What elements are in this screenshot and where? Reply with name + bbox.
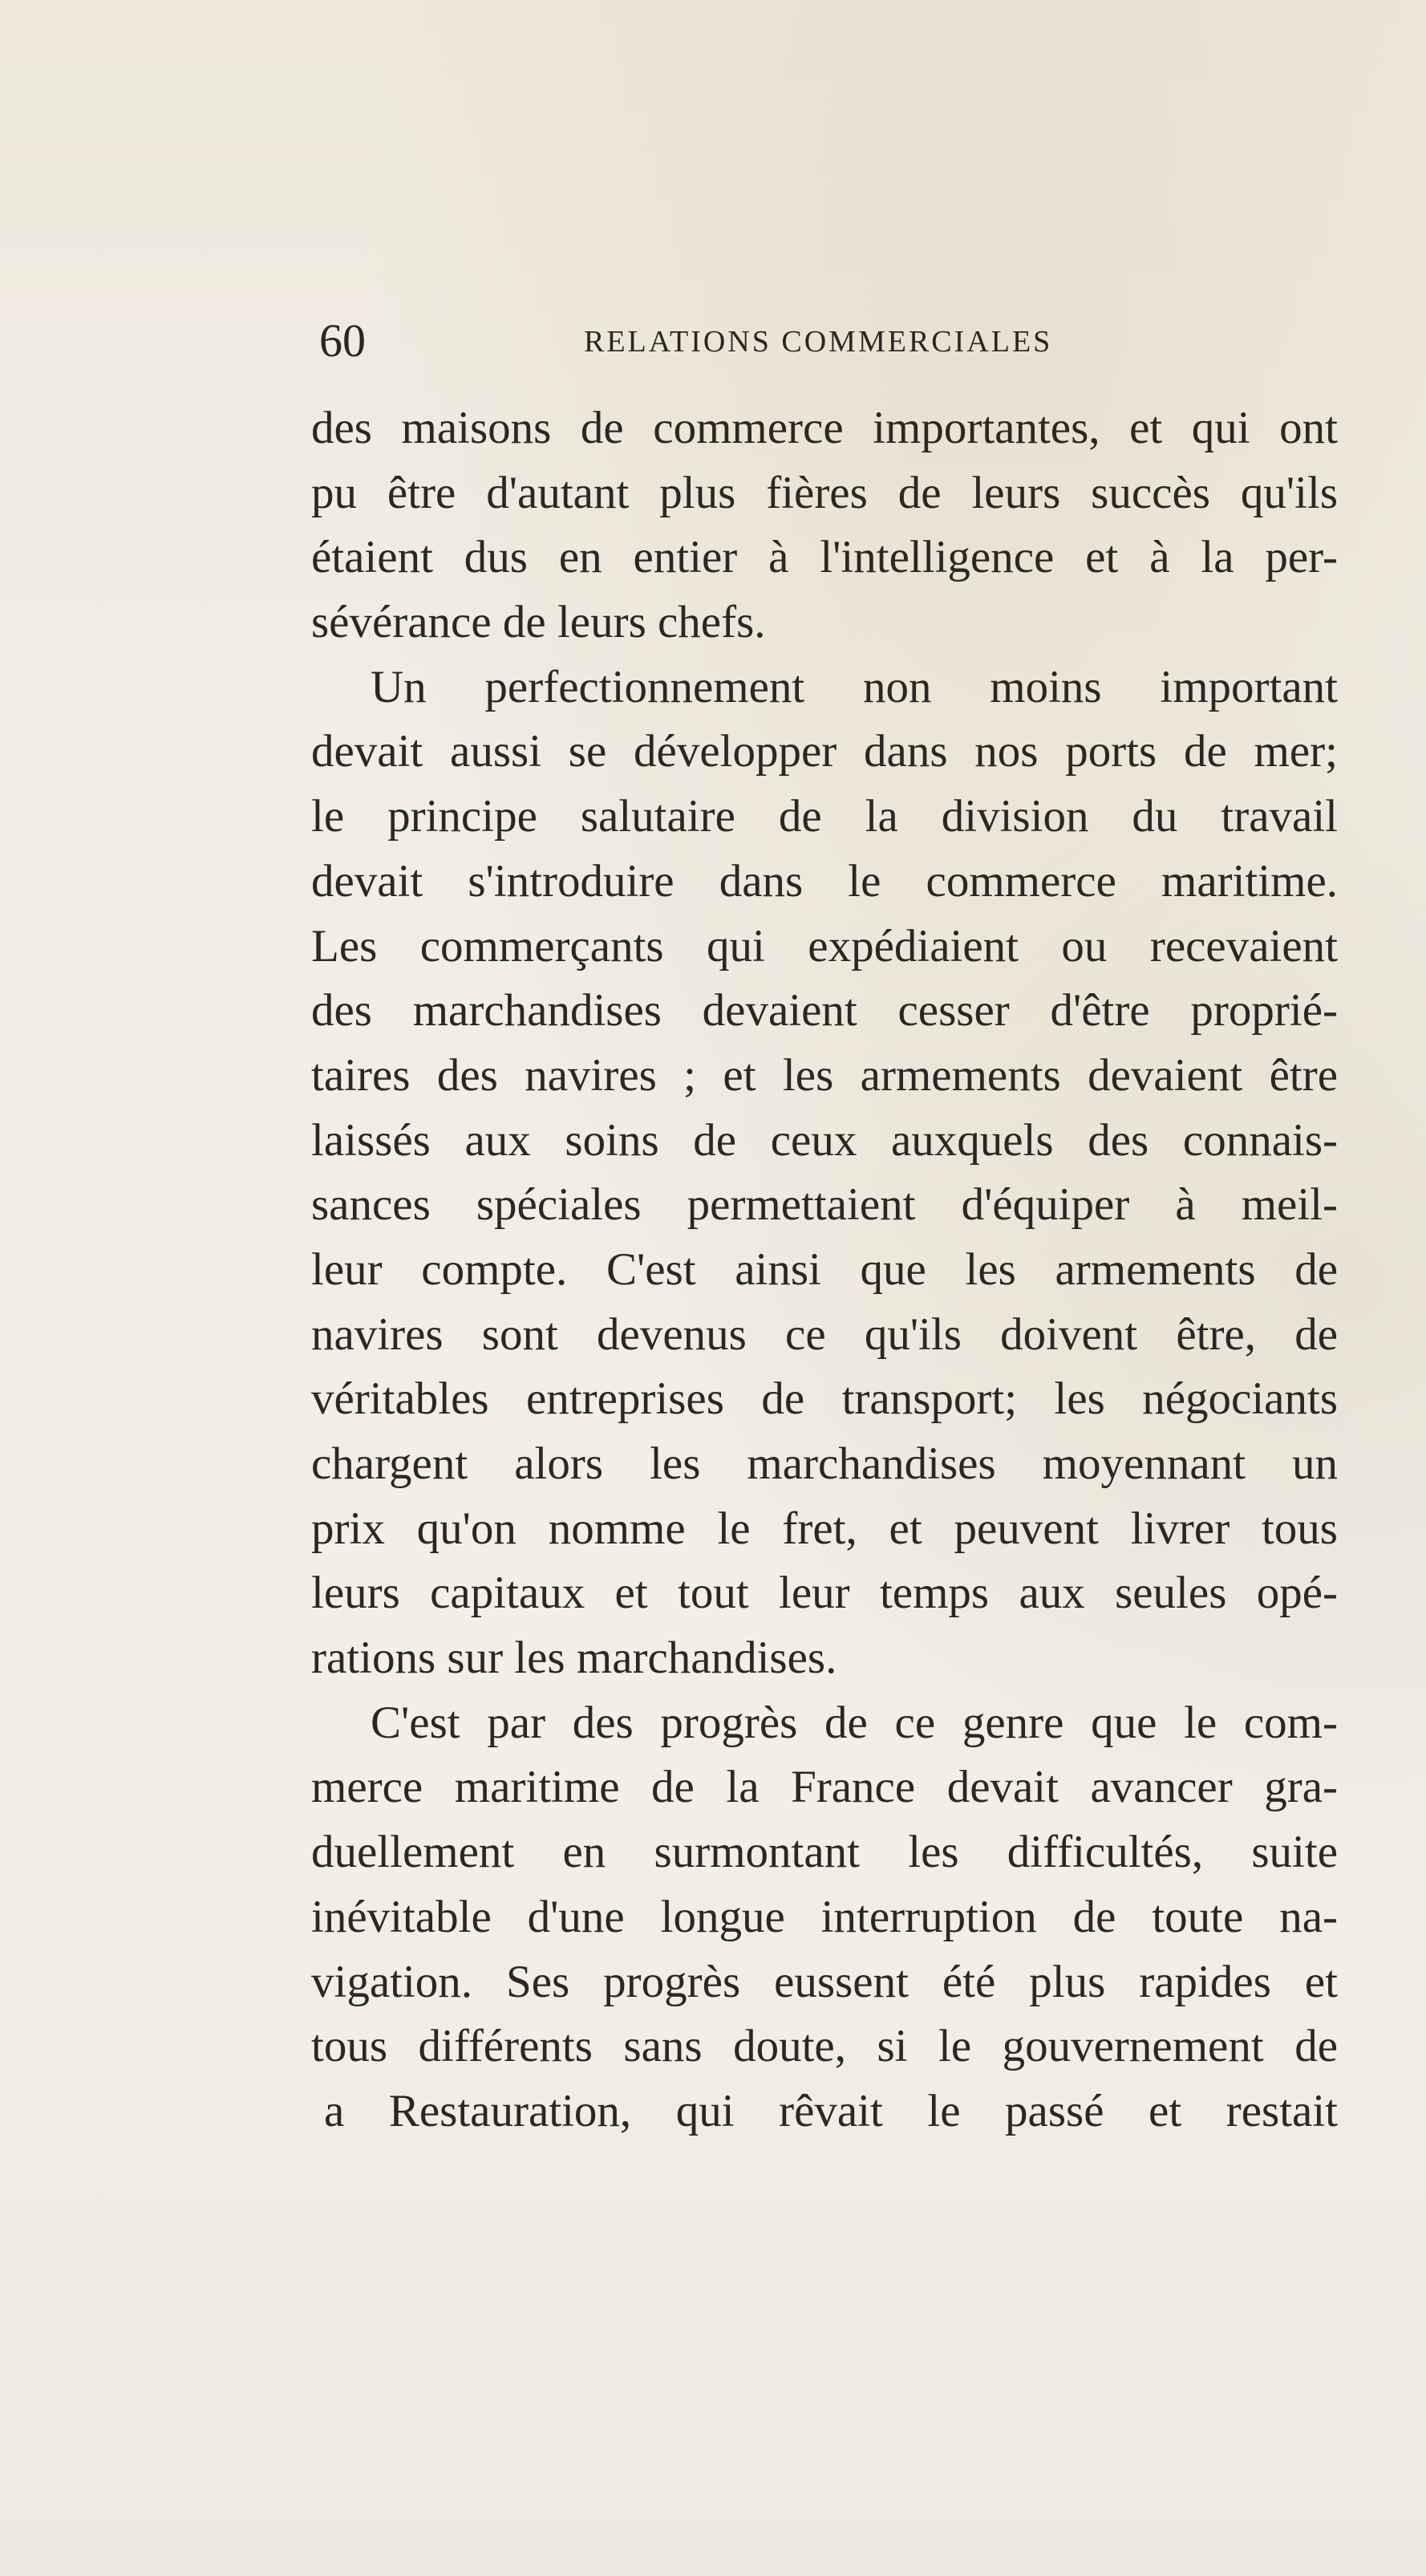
text-line: chargent alors les marchandises moyennant un — [311, 1438, 1338, 1489]
text-line: vigation. Ses progrès eussent été plus rapides et — [311, 1956, 1338, 2007]
text-line: Les commerçants qui expédiaient ou recevaient — [311, 920, 1338, 972]
text-line: leurs capitaux et tout leur temps aux seules opé- — [311, 1568, 1338, 1619]
text-line: sévérance de leurs chefs. — [311, 597, 766, 648]
text-line: Un perfectionnement non moins important — [371, 661, 1338, 712]
text-line: duellement en surmontant les difficultés, suite — [311, 1827, 1338, 1878]
text-line: C'est par des progrès de ce genre que le com- — [371, 1697, 1338, 1748]
text-line: laissés aux soins de ceux auxquels des connais- — [311, 1114, 1338, 1166]
text-line: des maisons de commerce importantes, et qui ont — [311, 403, 1338, 453]
page-header — [0, 313, 1426, 369]
text-line: véritables entreprises de transport; les négociants — [311, 1373, 1338, 1425]
body-text — [311, 396, 1338, 2144]
text-line: navires sont devenus ce qu'ils doivent être, de — [311, 1308, 1338, 1360]
text-line: rations sur les marchandises. — [311, 1633, 837, 1684]
text-line: leur compte. C'est ainsi que les armements de — [311, 1243, 1338, 1295]
running-head: RELATIONS COMMERCIALES — [584, 325, 1053, 359]
text-line: pu être d'autant plus fières de leurs succès qu'ils — [311, 467, 1338, 518]
text-line: a Restauration, qui rêvait le passé et restait — [324, 2085, 1338, 2136]
text-line: le principe salutaire de la division du travail — [311, 791, 1338, 842]
text-line: taires des navires ; et les armements devaient être — [311, 1049, 1338, 1101]
text-line: des marchandises devaient cesser d'être proprié- — [311, 985, 1338, 1036]
text-line: sances spéciales permettaient d'équiper à meil- — [311, 1179, 1338, 1231]
text-line: étaient dus en entier à l'intelligence et à la per- — [311, 532, 1338, 583]
text-line: devait aussi se développer dans nos ports de mer; — [311, 726, 1338, 777]
text-line: inévitable d'une longue interruption de toute na- — [311, 1891, 1338, 1942]
text-line: merce maritime de la France devait avancer gra- — [311, 1762, 1338, 1813]
text-line: prix qu'on nomme le fret, et peuvent livrer tous — [311, 1503, 1338, 1554]
page-number: 60 — [319, 314, 366, 367]
text-line: tous différents sans doute, si le gouvernement de — [311, 2021, 1338, 2072]
text-line: devait s'introduire dans le commerce maritime. — [311, 855, 1338, 907]
